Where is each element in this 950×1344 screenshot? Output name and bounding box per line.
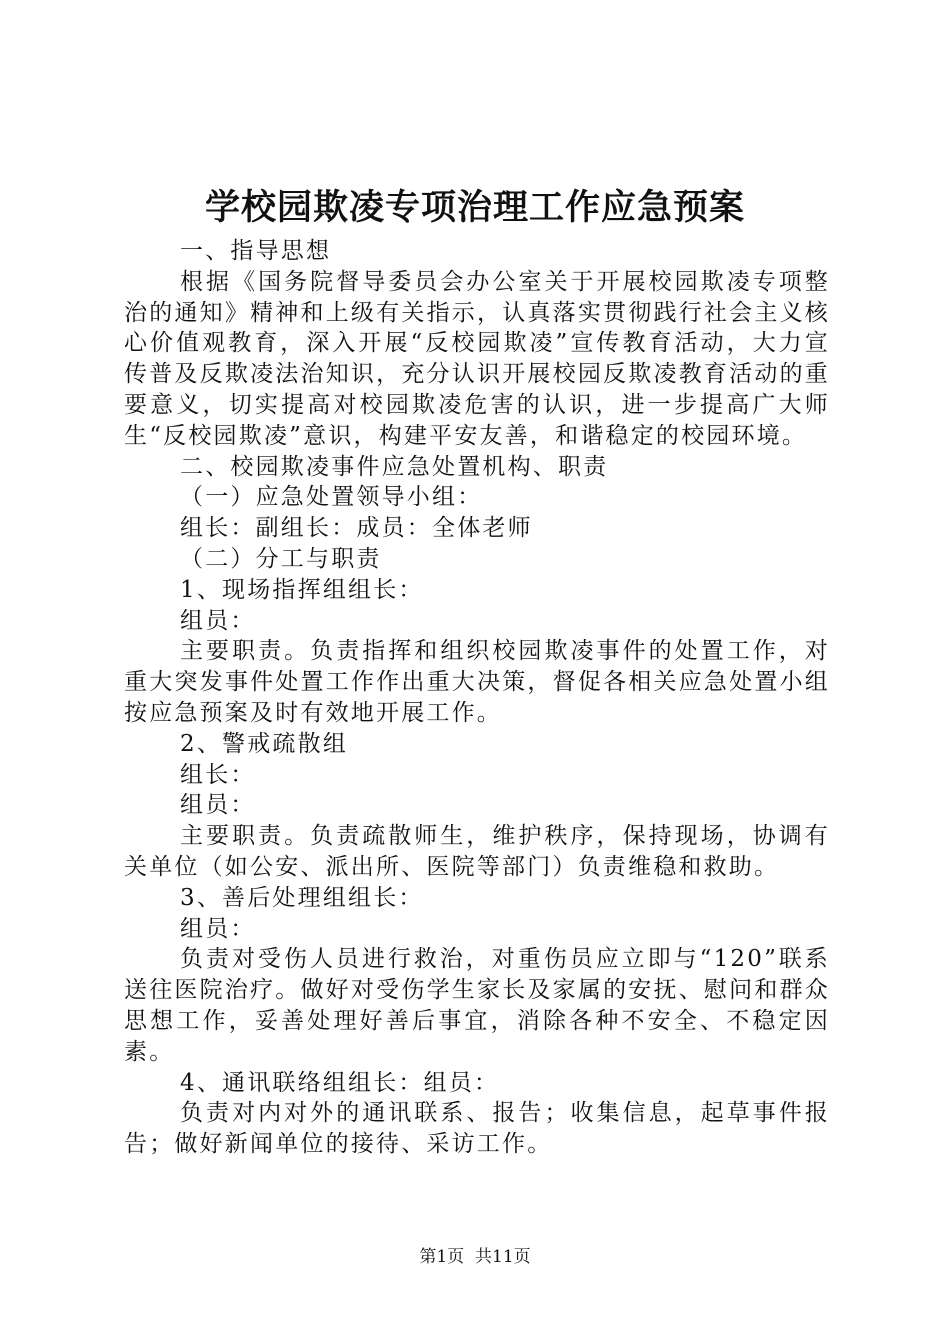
item-aftermath-members: 组员： bbox=[180, 915, 256, 942]
item-onsite-command-group: 1、现场指挥组组长： bbox=[180, 576, 424, 603]
page-footer bbox=[0, 1246, 950, 1268]
paragraph-evacuation-duties: 主要职责。负责疏散师生，维护秩序，保持现场，协调有关单位（如公安、派出所、医院等部门）负责维稳和救助。 bbox=[124, 823, 830, 880]
document-body bbox=[124, 236, 830, 1160]
section-heading-emergency-organization: 二、校园欺凌事件应急处置机构、职责 bbox=[180, 453, 609, 480]
section-heading-guiding-ideology: 一、指导思想 bbox=[180, 238, 332, 264]
item-aftermath-group: 3、善后处理组组长： bbox=[180, 884, 424, 911]
item-communication-group: 4、通讯联络组组长：组员： bbox=[180, 1069, 500, 1096]
paragraph-onsite-command-duties: 主要职责。负责指挥和组织校园欺凌事件的处置工作，对重大突发事件处置工作作出重大决策，督促各相关应急处置小组按应急预案及时有效地开展工作。 bbox=[124, 638, 830, 726]
item-onsite-command-members: 组员： bbox=[180, 607, 256, 634]
leadership-members-line: 组长：副组长：成员：全体老师 bbox=[180, 515, 533, 542]
item-evacuation-leader: 组长： bbox=[180, 761, 256, 788]
item-evacuation-group: 2、警戒疏散组 bbox=[180, 730, 349, 757]
paragraph-guiding-ideology: 根据《国务院督导委员会办公室关于开展校园欺凌专项整治的通知》精神和上级有关指示，认真落实贯彻践行社会主义核心价值观教育，深入开展“反校园欺凌”宣传教育活动，大力宣传普及反欺凌法治知识，充分认识开展校园反欺凌教育活动的重要意义，切实提高对校园欺凌危害的认识，进一步提高广大师生“反校园欺凌”意识，构建平安友善，和谐稳定的校园环境。 bbox=[124, 268, 830, 449]
paragraph-aftermath-duties: 负责对受伤人员进行救治，对重伤员应立即与“120”联系送往医院治疗。做好对受伤学生家长及家属的安抚、慰问和群众思想工作，妥善处理好善后事宜，消除各种不安全、不稳定因素。 bbox=[124, 946, 830, 1065]
item-evacuation-members: 组员： bbox=[180, 792, 256, 819]
document-title: 学校园欺凌专项治理工作应急预案 bbox=[204, 187, 745, 228]
subheading-division-of-duties: （二）分工与职责 bbox=[180, 545, 382, 572]
page-number: 第1页 bbox=[419, 1247, 465, 1267]
page-total: 共11页 bbox=[475, 1247, 531, 1267]
footer-separator bbox=[464, 1247, 475, 1267]
paragraph-communication-duties: 负责对内对外的通讯联系、报告；收集信息，起草事件报告；做好新闻单位的接待、采访工作。 bbox=[124, 1100, 830, 1158]
subheading-leadership-group: （一）应急处置领导小组： bbox=[180, 484, 483, 511]
